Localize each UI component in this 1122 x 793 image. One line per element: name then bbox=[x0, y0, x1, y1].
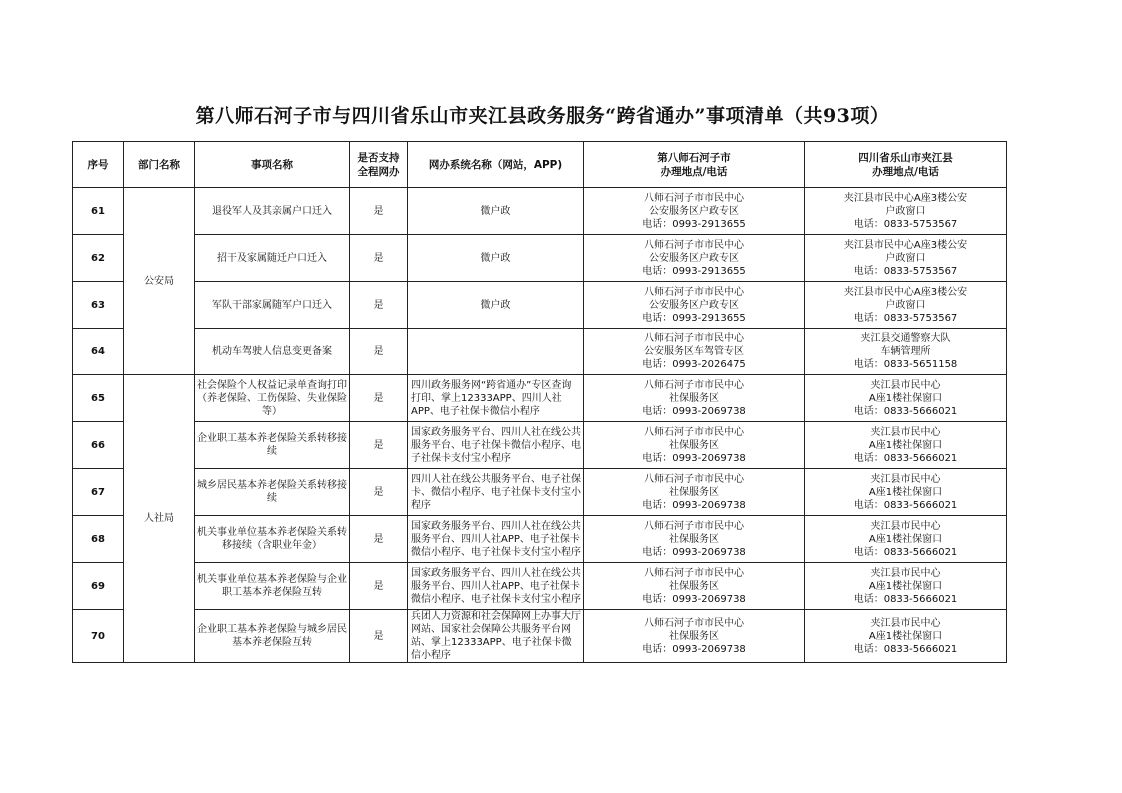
shihezi-location bbox=[584, 469, 805, 516]
row-seq: 66 bbox=[73, 422, 124, 469]
jiajiang-location bbox=[805, 375, 1007, 422]
online-system: 微户政 bbox=[408, 235, 584, 282]
location-line: 公安服务区户政专区 bbox=[649, 299, 739, 311]
department-cell: 人社局 bbox=[124, 375, 195, 663]
table-row bbox=[73, 282, 1007, 329]
location-line: 电话：0833-5753567 bbox=[853, 312, 958, 324]
document-title: 第八师石河子市与四川省乐山市夹江县政务服务“跨省通办”事项清单（共93项） bbox=[195, 105, 890, 127]
location-line: 夹江县市民中心 bbox=[870, 567, 941, 579]
online-support: 是 bbox=[350, 469, 408, 516]
location-line: 八师石河子市市民中心 bbox=[644, 286, 744, 298]
header-seq: 序号 bbox=[73, 142, 124, 188]
location-line: 八师石河子市市民中心 bbox=[644, 192, 744, 204]
location-line: 电话：0993-2069738 bbox=[642, 593, 746, 605]
location-line: 电话：0993-2069738 bbox=[642, 643, 746, 655]
table-header-row bbox=[73, 142, 1007, 188]
location-line: 电话：0993-2069738 bbox=[642, 405, 746, 417]
location-line: 社保服务区 bbox=[669, 580, 719, 592]
online-support: 是 bbox=[350, 188, 408, 235]
location-line: 公安服务区户政专区 bbox=[649, 205, 739, 217]
item-name: 机动车驾驶人信息变更备案 bbox=[195, 329, 350, 375]
location-line: 八师石河子市市民中心 bbox=[644, 567, 744, 579]
table-row bbox=[73, 375, 1007, 422]
row-seq: 69 bbox=[73, 563, 124, 610]
item-name: 城乡居民基本养老保险关系转移接续 bbox=[195, 469, 350, 516]
location-line: 电话：0993-2913655 bbox=[642, 218, 746, 230]
online-support: 是 bbox=[350, 563, 408, 610]
online-support: 是 bbox=[350, 375, 408, 422]
location-line: 电话：0833-5666021 bbox=[853, 643, 958, 655]
table-row bbox=[73, 235, 1007, 282]
online-system bbox=[408, 329, 584, 375]
location-line: 社保服务区 bbox=[669, 533, 719, 545]
item-name: 企业职工基本养老保险与城乡居民基本养老保险互转 bbox=[195, 610, 350, 663]
location-line: A座1楼社保窗口 bbox=[868, 439, 943, 451]
location-line: 夹江县市民中心 bbox=[870, 379, 941, 391]
table-row bbox=[73, 563, 1007, 610]
location-line: 夹江县市民中心 bbox=[870, 426, 941, 438]
jiajiang-location bbox=[805, 188, 1007, 235]
online-support: 是 bbox=[350, 516, 408, 563]
location-line: 车辆管理所 bbox=[880, 346, 931, 357]
online-system: 国家政务服务平台、四川人社在线公共服务平台、电子社保卡微信小程序、电子社保卡支付宝小程序 bbox=[408, 422, 584, 469]
location-line: 八师石河子市市民中心 bbox=[644, 520, 744, 532]
item-name: 招干及家属随迁户口迁入 bbox=[195, 235, 350, 282]
online-system: 国家政务服务平台、四川人社在线公共服务平台、四川人社APP、电子社保卡微信小程序、电子社保卡支付宝小程序 bbox=[408, 563, 584, 610]
header-item-name: 事项名称 bbox=[195, 142, 350, 188]
online-support: 是 bbox=[350, 282, 408, 329]
table-row bbox=[73, 469, 1007, 516]
shihezi-location bbox=[584, 516, 805, 563]
department-cell: 公安局 bbox=[124, 188, 195, 375]
shihezi-location bbox=[584, 610, 805, 663]
location-line: 电话：0833-5666021 bbox=[853, 593, 958, 605]
location-line: 户政窗口 bbox=[885, 205, 926, 217]
location-line: 电话：0993-2069738 bbox=[642, 546, 746, 558]
online-system: 微户政 bbox=[408, 188, 584, 235]
online-system: 兵团人力资源和社会保障网上办事大厅网站、国家社会保障公共服务平台网站、掌上12333APP、电子社保卡微信小程序 bbox=[408, 610, 584, 663]
item-name: 退役军人及其亲属户口迁入 bbox=[195, 188, 350, 235]
location-line: 电话：0993-2069738 bbox=[642, 452, 746, 464]
location-line: 社保服务区 bbox=[669, 630, 719, 642]
shihezi-location bbox=[584, 375, 805, 422]
table-row bbox=[73, 422, 1007, 469]
row-seq: 65 bbox=[73, 375, 124, 422]
online-system: 四川人社在线公共服务平台、电子社保卡、微信小程序、电子社保卡支付宝小程序 bbox=[408, 469, 584, 516]
header-online-support: 是否支持 全程网办 bbox=[350, 142, 408, 188]
location-line: 八师石河子市市民中心 bbox=[644, 379, 744, 391]
shihezi-location bbox=[584, 329, 805, 375]
jiajiang-location bbox=[805, 235, 1007, 282]
location-line: A座1楼社保窗口 bbox=[868, 392, 943, 404]
jiajiang-location bbox=[805, 422, 1007, 469]
location-line: 电话：0993-2913655 bbox=[642, 265, 746, 277]
row-seq: 61 bbox=[73, 188, 124, 235]
location-line: 社保服务区 bbox=[669, 392, 719, 404]
service-items-table bbox=[72, 141, 1007, 663]
location-line: 公安服务区车驾管专区 bbox=[644, 346, 744, 357]
online-support: 是 bbox=[350, 610, 408, 663]
location-line: 八师石河子市市民中心 bbox=[644, 473, 744, 485]
online-support: 是 bbox=[350, 329, 408, 375]
jiajiang-location bbox=[805, 329, 1007, 375]
location-line: 电话：0833-5666021 bbox=[853, 546, 958, 558]
location-line: 电话：0833-5753567 bbox=[853, 218, 958, 230]
row-seq: 67 bbox=[73, 469, 124, 516]
location-line: 电话：0833-5666021 bbox=[853, 499, 958, 511]
location-line: A座1楼社保窗口 bbox=[868, 630, 943, 642]
table-row bbox=[73, 188, 1007, 235]
jiajiang-location bbox=[805, 282, 1007, 329]
item-name: 机关事业单位基本养老保险与企业职工基本养老保险互转 bbox=[195, 563, 350, 610]
item-name: 机关事业单位基本养老保险关系转移接续（含职业年金） bbox=[195, 516, 350, 563]
shihezi-location bbox=[584, 282, 805, 329]
location-line: 电话：0833-5666021 bbox=[853, 405, 958, 417]
online-system: 国家政务服务平台、四川人社在线公共服务平台、四川人社APP、电子社保卡微信小程序、电子社保卡支付宝小程序 bbox=[408, 516, 584, 563]
location-line: 夹江县市民中心 bbox=[870, 617, 941, 629]
location-line: 电话：0993-2026475 bbox=[642, 359, 746, 370]
location-line: 公安服务区户政专区 bbox=[649, 252, 739, 264]
jiajiang-location bbox=[805, 610, 1007, 663]
location-line: A座1楼社保窗口 bbox=[868, 486, 943, 498]
location-line: 夹江县市民中心 bbox=[870, 473, 941, 485]
row-seq: 70 bbox=[73, 610, 124, 663]
location-line: A座1楼社保窗口 bbox=[868, 580, 943, 592]
item-name: 军队干部家属随军户口迁入 bbox=[195, 282, 350, 329]
location-line: 电话：0993-2913655 bbox=[642, 312, 746, 324]
shihezi-location bbox=[584, 563, 805, 610]
location-line: 户政窗口 bbox=[885, 252, 926, 264]
location-line: 八师石河子市市民中心 bbox=[644, 617, 744, 629]
location-line: 电话：0833-5753567 bbox=[853, 265, 958, 277]
location-line: 八师石河子市市民中心 bbox=[644, 426, 744, 438]
location-line: 八师石河子市市民中心 bbox=[644, 239, 744, 251]
location-line: 电话：0833-5651158 bbox=[853, 359, 958, 370]
header-shihezi-location: 第八师石河子市 办理地点/电话 bbox=[584, 142, 805, 188]
location-line: 户政窗口 bbox=[885, 299, 926, 311]
item-name: 企业职工基本养老保险关系转移接续 bbox=[195, 422, 350, 469]
location-line: 电话：0833-5666021 bbox=[853, 452, 958, 464]
jiajiang-location bbox=[805, 469, 1007, 516]
shihezi-location bbox=[584, 188, 805, 235]
location-line: 夹江县市民中心A座3楼公安 bbox=[843, 239, 968, 251]
row-seq: 62 bbox=[73, 235, 124, 282]
location-line: 电话：0993-2069738 bbox=[642, 499, 746, 511]
table-row bbox=[73, 329, 1007, 375]
location-line: 八师石河子市市民中心 bbox=[644, 333, 744, 344]
header-department: 部门名称 bbox=[124, 142, 195, 188]
jiajiang-location bbox=[805, 563, 1007, 610]
location-line: 夹江县市民中心A座3楼公安 bbox=[843, 192, 968, 204]
location-line: 夹江县市民中心 bbox=[870, 520, 941, 532]
location-line: 夹江县交通警察大队 bbox=[860, 333, 951, 344]
header-online-system: 网办系统名称（网站，APP) bbox=[408, 142, 584, 188]
location-line: 社保服务区 bbox=[669, 439, 719, 451]
row-seq: 64 bbox=[73, 329, 124, 375]
location-line: 社保服务区 bbox=[669, 486, 719, 498]
header-jiajiang-location: 四川省乐山市夹江县 办理地点/电话 bbox=[805, 142, 1007, 188]
jiajiang-location bbox=[805, 516, 1007, 563]
location-line: 夹江县市民中心A座3楼公安 bbox=[843, 286, 968, 298]
online-system: 四川政务服务网“跨省通办”专区查询打印、掌上12333APP、四川人社APP、电子社保卡微信小程序 bbox=[408, 375, 584, 422]
shihezi-location bbox=[584, 235, 805, 282]
item-name: 社会保险个人权益记录单查询打印（养老保险、工伤保险、失业保险等） bbox=[195, 375, 350, 422]
row-seq: 63 bbox=[73, 282, 124, 329]
online-system: 微户政 bbox=[408, 282, 584, 329]
table-row bbox=[73, 610, 1007, 663]
shihezi-location bbox=[584, 422, 805, 469]
row-seq: 68 bbox=[73, 516, 124, 563]
online-support: 是 bbox=[350, 422, 408, 469]
table-row bbox=[73, 516, 1007, 563]
online-support: 是 bbox=[350, 235, 408, 282]
location-line: A座1楼社保窗口 bbox=[868, 533, 943, 545]
